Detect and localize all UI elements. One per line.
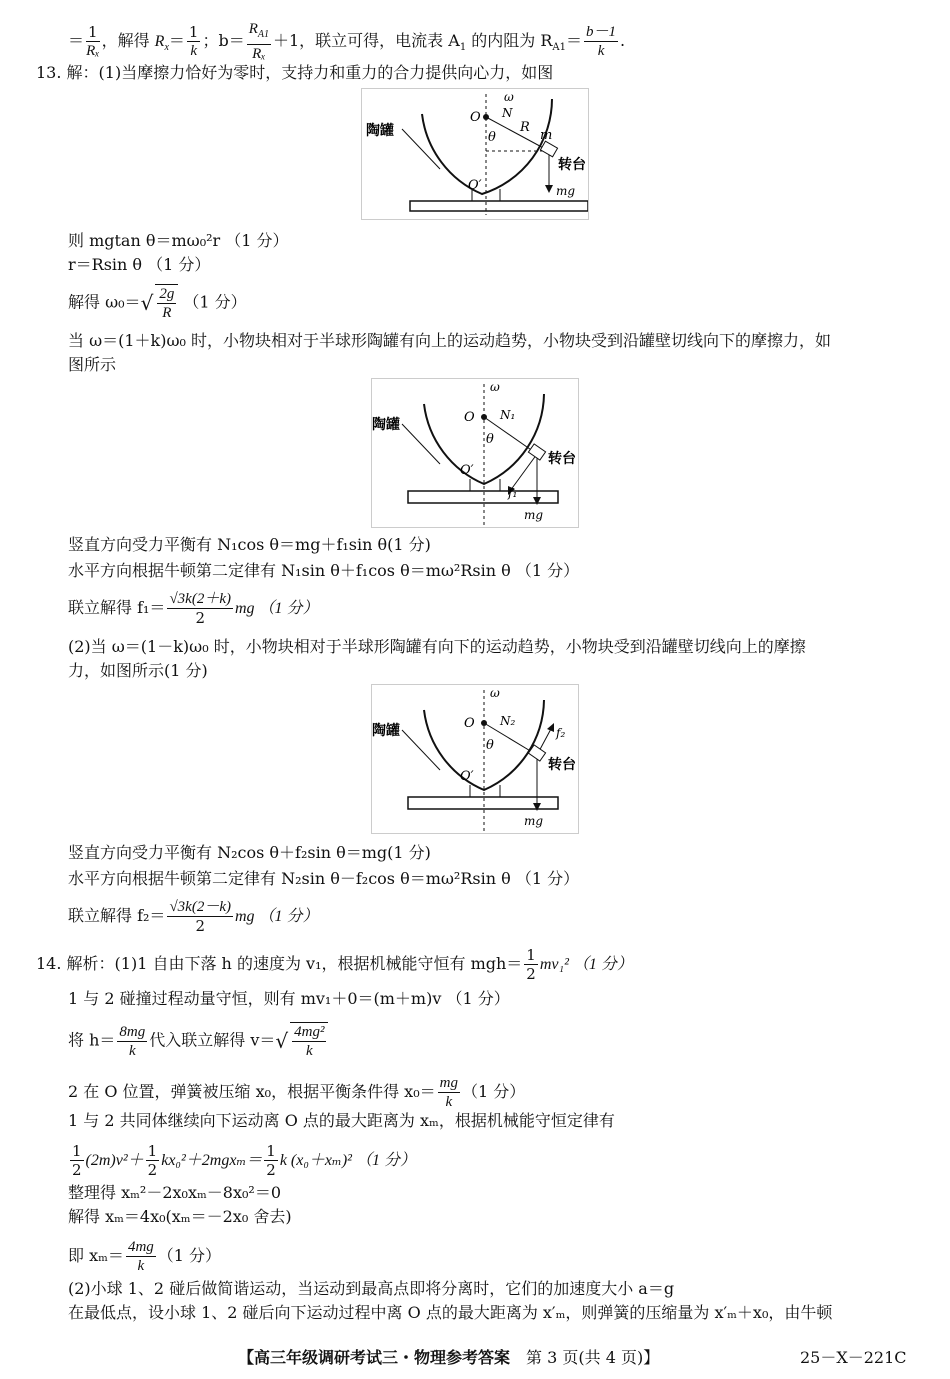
fraction: $\frac{R_{A1}}{\text{Rₓ}}$ [248, 21, 269, 62]
svg-text:陶罐: 陶罐 [366, 123, 394, 139]
q14-j: (2)小球 1、2 碰后做简谐运动，当运动到最高点即将分离时，它们的加速度大小 a＝g [68, 1279, 675, 1298]
figure-jar-no-friction [361, 88, 589, 220]
svg-text:O′: O′ [460, 463, 474, 478]
fraction: $\frac{b-1}{k}$ [586, 24, 617, 59]
svg-text:O′: O′ [468, 178, 482, 193]
q14-k: 在最低点，设小球 1、2 碰后向下运动过程中离 O 点的最大距离为 x′ₘ，则弹簧的压缩量为 x′ₘ＋x₀，由牛顿 [68, 1303, 833, 1322]
svg-text:ω: ω [490, 686, 500, 700]
svg-text:ω: ω [490, 380, 500, 394]
svg-text:O′: O′ [460, 769, 474, 784]
line-1: ＝ $\frac{1}{\text{Rₓ}}$ ，解得 $R_x=$ $\frac{1}{k}$ ；b＝ $\frac{R_{A1}}{\text{Rₓ}}$ ＋1，联立可得，电流表 $A_1$ 的内阻为 $R_{A1}=$ $\frac{b-1}{k}$ . [68, 21, 626, 62]
diagram-2 [372, 379, 578, 527]
eq-2: r＝Rsin θ （1 分） [68, 255, 211, 274]
exam-code: 25－X－221C [800, 1348, 907, 1367]
q13-heading: 13. 解：(1)当摩擦力恰好为零时，支持力和重力的合力提供向心力，如图 [36, 63, 554, 82]
eq-9: 联立解得 f₂＝ $\frac{√3k(2-k)}{2}$ mg （1 分） [68, 899, 319, 935]
q14-b: 1 与 2 碰撞过程动量守恒，则有 mv₁＋0＝(m＋m)v （1 分） [68, 989, 510, 1008]
svg-text:转台: 转台 [548, 451, 576, 467]
para-2b: 力，如图所示(1 分) [68, 661, 208, 680]
svg-text:转台: 转台 [548, 757, 576, 773]
q14-g: 整理得 xₘ²－2x₀xₘ－8x₀²＝0 [68, 1183, 282, 1202]
fraction: $\frac{1}{k}$ [188, 23, 199, 59]
q14-c: 将 h＝ $\frac{8mg}{k}$ 代入联立解得 v＝√ $\frac{\text{4mg²}}{k}$ [68, 1022, 328, 1060]
svg-text:O: O [464, 716, 475, 731]
svg-text:f₁: f₁ [508, 486, 518, 500]
svg-text:m: m [540, 128, 553, 143]
eq-3: 解得 ω₀＝√ $\frac{2g}{R}$ （1 分） [68, 286, 247, 321]
svg-text:陶罐: 陶罐 [372, 723, 400, 739]
eq-4: 竖直方向受力平衡有 N₁cos θ＝mg＋f₁sin θ(1 分) [68, 535, 431, 554]
diagram-3 [372, 685, 578, 833]
page-footer: 【高三年级调研考试三・物理参考答案 第 3 页(共 4 页)】 [238, 1348, 660, 1367]
diagram-1 [362, 89, 588, 219]
figure-jar-upward-friction [371, 684, 579, 834]
svg-text:θ: θ [488, 130, 496, 145]
svg-text:ω: ω [504, 90, 514, 104]
eq-7: 竖直方向受力平衡有 N₂cos θ＋f₂sin θ＝mg(1 分) [68, 843, 431, 862]
svg-text:陶罐: 陶罐 [372, 417, 400, 433]
svg-text:O: O [464, 410, 475, 425]
q14-i: 即 xₘ＝ $\frac{4mg}{k}$ （1 分） [68, 1239, 222, 1274]
svg-text:θ: θ [486, 432, 494, 447]
q14-e: 1 与 2 共同体继续向下运动离 O 点的最大距离为 xₘ，根据机械能守恒定律有 [68, 1111, 615, 1130]
svg-text:mg: mg [524, 508, 544, 522]
q14-f: $\frac{1}{2}$ (2m)v²＋ $\frac{1}{2}$ kx₀²＋2mgxₘ＝ $\frac{1}{2}$ k (x₀＋xₘ)² （1 分） [72, 1142, 416, 1179]
q14-d: 2 在 O 位置，弹簧被压缩 x₀，根据平衡条件得 x₀＝ $\frac{mg}{k}$ （1 分） [68, 1075, 526, 1110]
svg-text:R: R [520, 120, 530, 135]
svg-text:转台: 转台 [558, 157, 586, 173]
q14-h: 解得 xₘ＝4x₀(xₘ＝－2x₀ 舍去) [68, 1207, 292, 1226]
svg-text:f₂: f₂ [556, 726, 566, 740]
svg-text:mg: mg [524, 814, 544, 828]
svg-text:O: O [470, 110, 481, 125]
para-1: 当 ω＝(1＋k)ω₀ 时，小物块相对于半球形陶罐有向上的运动趋势，小物块受到沿罐壁切线向下的摩擦力，如 [68, 331, 832, 350]
para-2: (2)当 ω＝(1－k)ω₀ 时，小物块相对于半球形陶罐有向下的运动趋势，小物块受到沿罐壁切线向上的摩擦 [68, 637, 806, 656]
figure-jar-downward-friction [371, 378, 579, 528]
svg-text:N₂: N₂ [500, 714, 516, 728]
svg-text:N₁: N₁ [500, 408, 516, 422]
eq-8: 水平方向根据牛顿第二定律有 N₂sin θ－f₂cos θ＝mω²Rsin θ （1 分） [68, 869, 580, 888]
q14-heading: 14. 解析：(1)1 自由下落 h 的速度为 v₁，根据机械能守恒有 mgh＝ $\frac{1}{2}$ mv₁² （1 分） [36, 946, 633, 983]
svg-text:θ: θ [486, 738, 494, 753]
eq-6: 联立解得 f₁＝ $\frac{√3k(2+k)}{2}$ mg （1 分） [68, 591, 319, 627]
eq-5: 水平方向根据牛顿第二定律有 N₁sin θ＋f₁cos θ＝mω²Rsin θ （1 分） [68, 561, 580, 580]
svg-text:N: N [502, 106, 513, 120]
para-1b: 图所示 [68, 355, 117, 374]
eq-1: 则 mgtan θ＝mω₀²r （1 分） [68, 231, 289, 250]
fraction: $\frac{1}{\text{Rₓ}}$ [86, 23, 100, 59]
svg-text:mg: mg [556, 184, 576, 198]
